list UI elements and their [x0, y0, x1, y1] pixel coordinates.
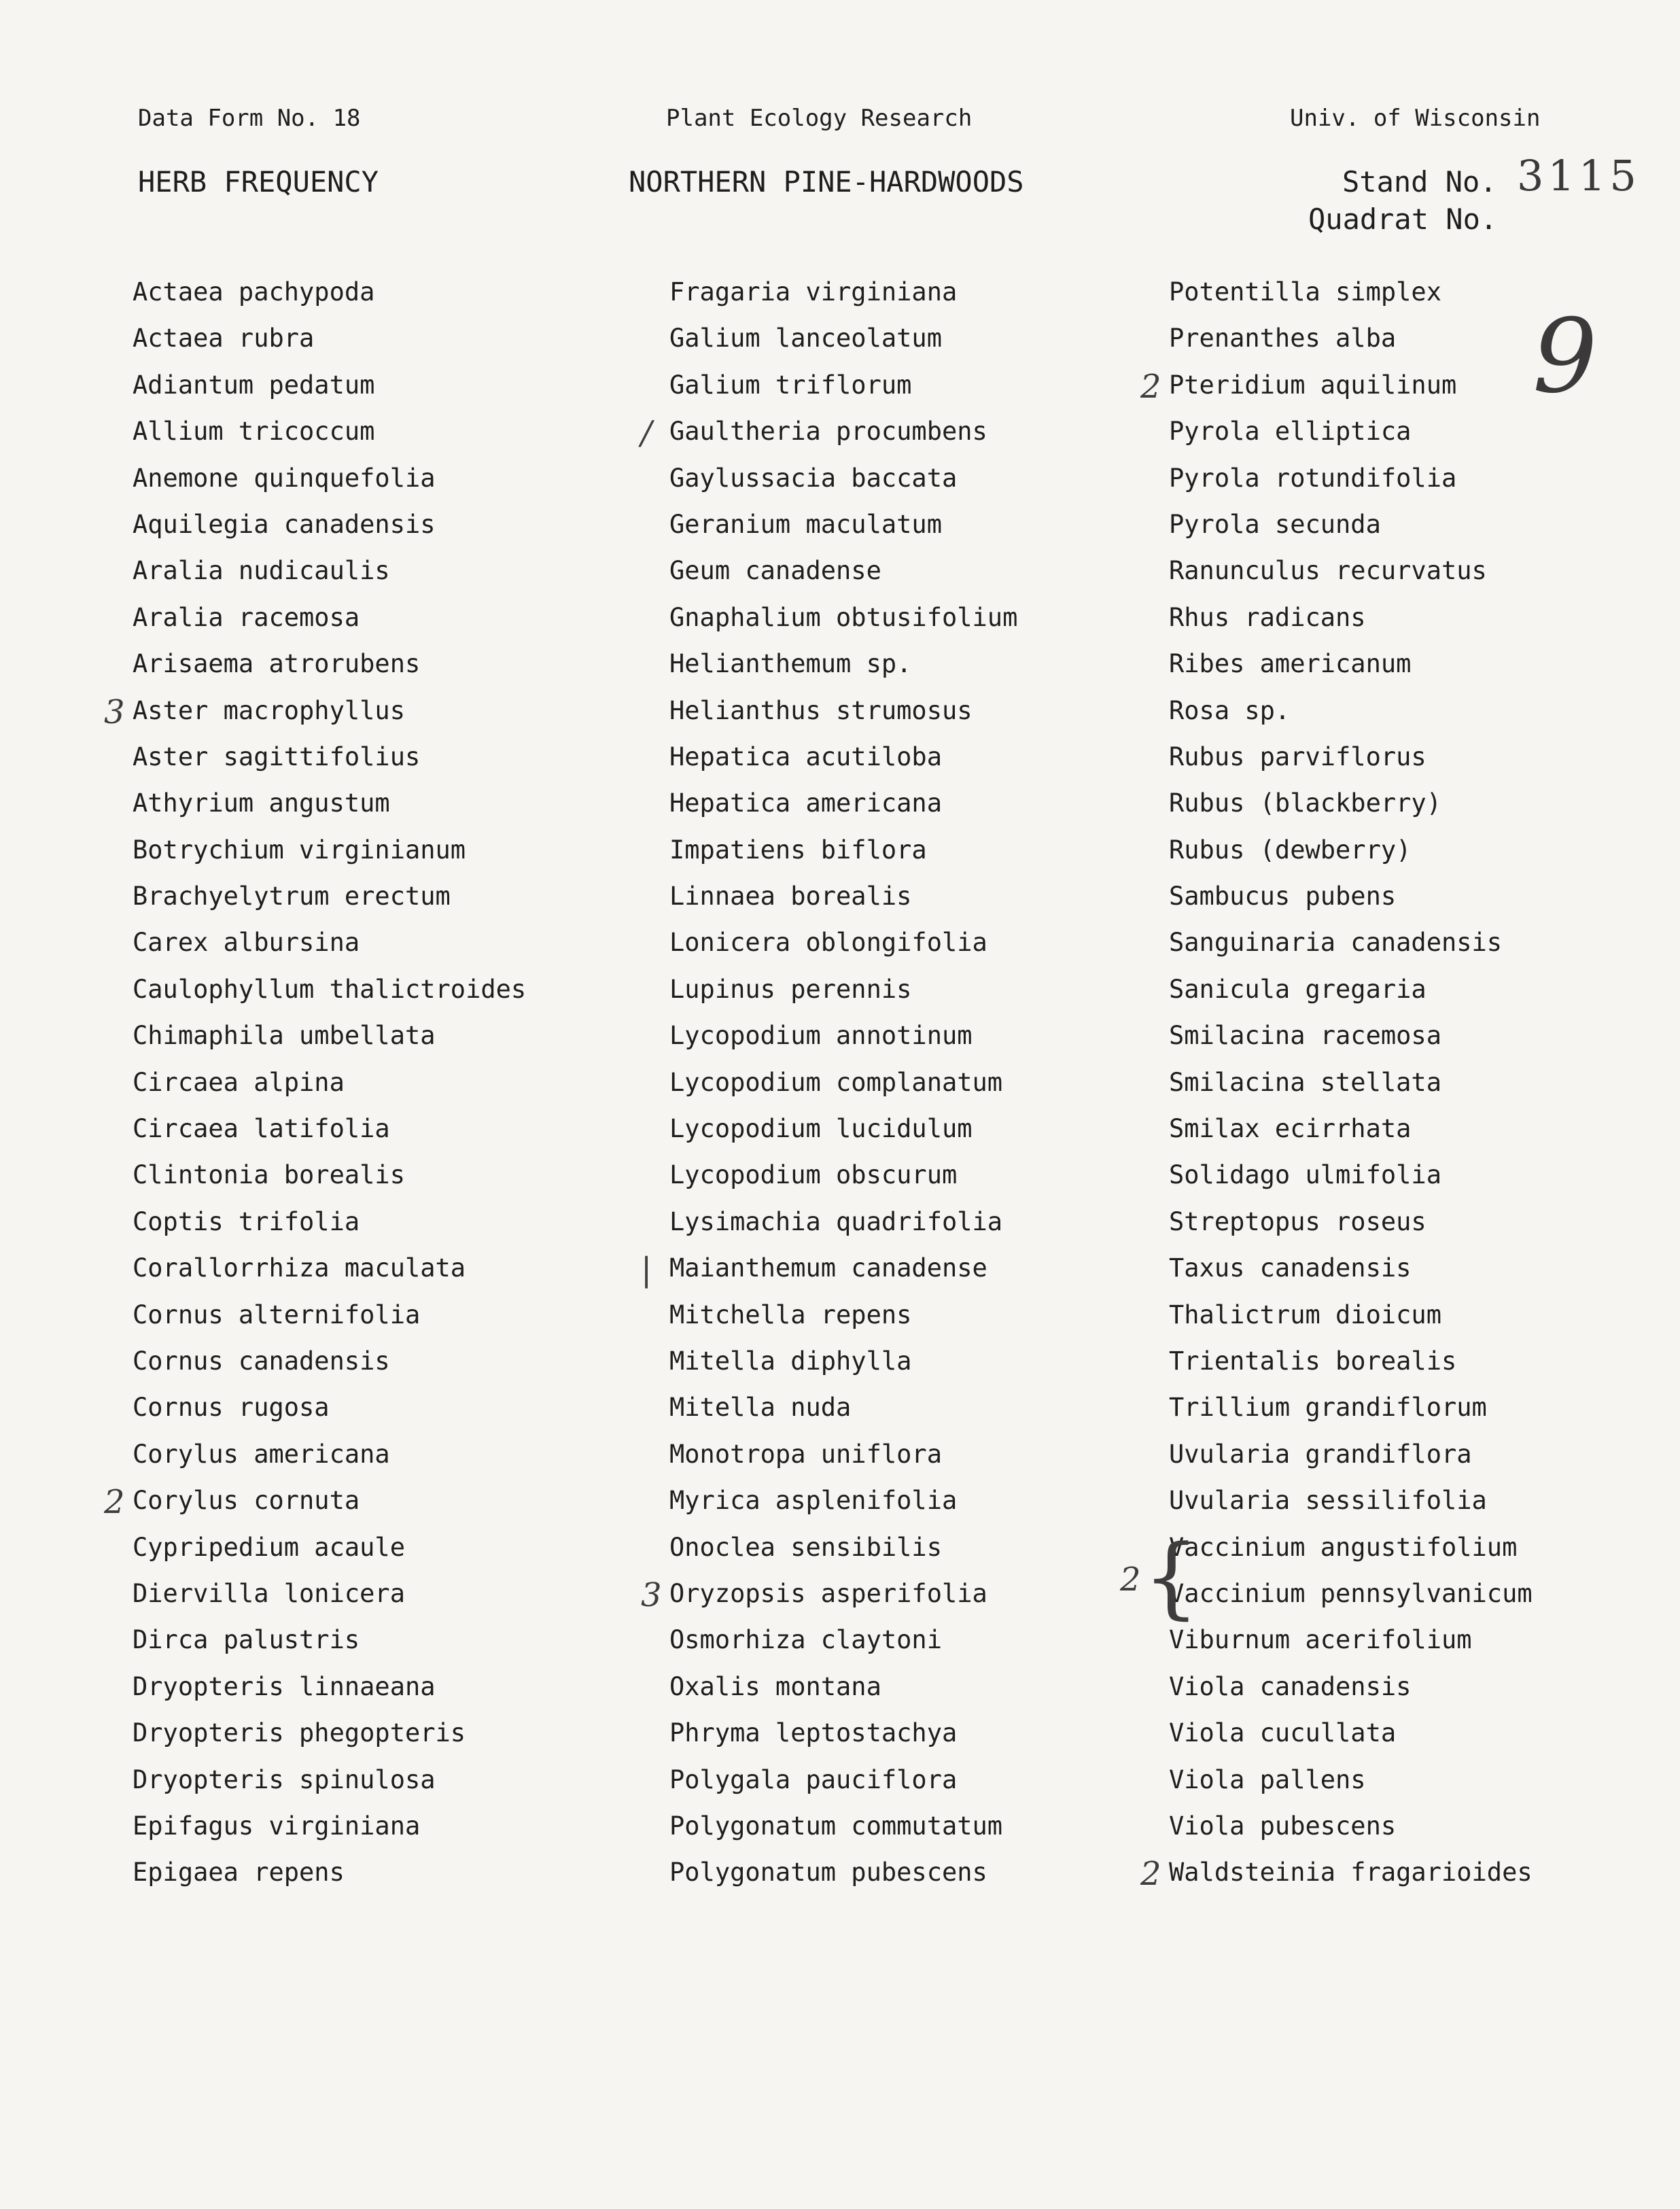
species-row — [1169, 827, 1533, 873]
species-row — [133, 315, 526, 362]
quadrat-number: 9 — [1533, 298, 1598, 416]
species-name: Galium lanceolatum — [669, 324, 942, 353]
species-row — [669, 502, 1017, 548]
species-row — [1169, 641, 1533, 687]
species-name: Pyrola elliptica — [1169, 417, 1412, 447]
tally-mark: / — [641, 414, 652, 453]
species-row — [1169, 873, 1533, 920]
species-name: Rubus parviflorus — [1169, 742, 1427, 771]
tally-mark: 2 — [104, 1483, 125, 1522]
species-row — [669, 641, 1017, 687]
species-row — [133, 1803, 526, 1849]
species-row — [133, 362, 526, 408]
species-row — [669, 1525, 1017, 1571]
species-name: Cornus alternifolia — [133, 1300, 421, 1329]
species-name: Viola canadensis — [1169, 1671, 1412, 1701]
species-row — [133, 1292, 526, 1338]
species-name: Maianthemum canadense — [669, 1253, 987, 1283]
species-row — [133, 408, 526, 455]
species-name: Hepatica americana — [669, 788, 942, 818]
species-name: Corylus cornuta — [133, 1486, 360, 1516]
species-row — [669, 780, 1017, 827]
species-row — [669, 362, 1017, 408]
tally-mark: 2 — [1140, 1855, 1161, 1894]
species-name: Ranunculus recurvatus — [1169, 556, 1487, 586]
species-name: Actaea pachypoda — [133, 277, 375, 307]
species-row — [1140, 1849, 1533, 1896]
species-name: Lysimachia quadrifolia — [669, 1206, 1003, 1236]
species-name: Lycopodium lucidulum — [669, 1114, 973, 1144]
species-row — [1169, 967, 1533, 1013]
tally-mark: 3 — [641, 1576, 662, 1614]
species-name: Trientalis borealis — [1169, 1346, 1457, 1376]
species-row — [133, 1385, 526, 1431]
species-name: Carex albursina — [133, 928, 360, 958]
species-name: Allium tricoccum — [133, 417, 375, 447]
species-row — [133, 1199, 526, 1245]
species-name: Onoclea sensibilis — [669, 1532, 942, 1562]
species-row — [133, 780, 526, 827]
species-row — [1169, 1013, 1533, 1059]
species-name: Vaccinium angustifolium — [1169, 1532, 1518, 1562]
species-name: Sanicula gregaria — [1169, 974, 1427, 1004]
quadrat-label: Quadrat No. — [1308, 203, 1498, 236]
species-name: Cornus rugosa — [133, 1393, 330, 1423]
species-row — [669, 688, 1017, 734]
species-name: Waldsteinia fragarioides — [1169, 1858, 1533, 1888]
species-name: Thalictrum dioicum — [1169, 1300, 1441, 1329]
species-name: Helianthemum sp. — [669, 649, 912, 679]
species-row — [1169, 1106, 1533, 1152]
species-row — [1169, 595, 1533, 641]
species-name: Streptopus roseus — [1169, 1206, 1427, 1236]
species-row — [669, 920, 1017, 966]
species-name: Corylus americana — [133, 1439, 390, 1469]
species-row — [669, 1338, 1017, 1385]
species-row — [133, 920, 526, 966]
species-row — [669, 1617, 1017, 1663]
species-row — [133, 967, 526, 1013]
organization: Plant Ecology Research — [666, 105, 973, 132]
species-name: Oxalis montana — [669, 1671, 881, 1701]
species-row — [1169, 1757, 1533, 1803]
species-row — [133, 1849, 526, 1896]
species-row — [669, 595, 1017, 641]
species-row — [1169, 1803, 1533, 1849]
species-row — [1169, 269, 1533, 315]
species-name: Oryzopsis asperifolia — [669, 1578, 987, 1608]
species-row — [669, 1106, 1017, 1152]
species-name: Geranium maculatum — [669, 509, 942, 539]
species-row — [669, 873, 1017, 920]
species-row — [669, 734, 1017, 780]
species-name: Helianthus strumosus — [669, 695, 973, 725]
species-name: Dirca palustris — [133, 1625, 360, 1655]
species-row — [1169, 1617, 1533, 1663]
species-name: Lycopodium obscurum — [669, 1160, 958, 1190]
stand-label: Stand No. — [1342, 165, 1497, 198]
species-row — [1169, 1199, 1533, 1245]
species-name: Dryopteris phegopteris — [133, 1718, 466, 1748]
species-name: Adiantum pedatum — [133, 370, 375, 400]
species-row — [669, 1431, 1017, 1478]
species-name: Smilacina stellata — [1169, 1067, 1441, 1097]
species-row — [669, 548, 1017, 594]
species-name: Botrychium virginianum — [133, 835, 466, 865]
species-row — [133, 1245, 526, 1291]
species-name: Viola cucullata — [1169, 1718, 1397, 1748]
species-row — [1169, 1292, 1533, 1338]
species-name: Athyrium angustum — [133, 788, 390, 818]
species-row — [669, 1385, 1017, 1431]
species-name: Ribes americanum — [1169, 649, 1412, 679]
species-name: Phryma leptostachya — [669, 1718, 958, 1748]
species-row — [133, 873, 526, 920]
species-name: Vaccinium pennsylvanicum — [1169, 1578, 1533, 1608]
species-column-c — [1140, 269, 1533, 1896]
species-row — [1169, 548, 1533, 594]
species-row — [104, 688, 526, 734]
species-name: Viola pallens — [1169, 1764, 1366, 1794]
species-name: Galium triflorum — [669, 370, 912, 400]
species-row — [1169, 1385, 1533, 1431]
species-row — [1169, 1571, 1533, 1617]
vaccinium-brace: { — [1143, 1525, 1200, 1629]
species-name: Rhus radicans — [1169, 602, 1366, 632]
species-name: Taxus canadensis — [1169, 1253, 1412, 1283]
species-name: Uvularia sessilifolia — [1169, 1486, 1487, 1516]
species-row — [1140, 362, 1533, 408]
species-row — [133, 1431, 526, 1478]
species-row — [1169, 455, 1533, 502]
species-name: Actaea rubra — [133, 324, 315, 353]
species-row — [133, 1571, 526, 1617]
species-name: Aster macrophyllus — [133, 695, 405, 725]
species-row — [669, 1664, 1017, 1710]
species-row — [1169, 780, 1533, 827]
species-row — [133, 1757, 526, 1803]
species-name: Epifagus virginiana — [133, 1811, 421, 1841]
species-name: Brachyelytrum erectum — [133, 882, 451, 911]
species-row — [1169, 1710, 1533, 1756]
species-name: Gnaphalium obtusifolium — [669, 602, 1018, 632]
species-name: Impatiens biflora — [669, 835, 927, 865]
species-name: Pyrola rotundifolia — [1169, 463, 1457, 493]
species-row — [133, 1013, 526, 1059]
species-row — [133, 502, 526, 548]
species-name: Lupinus perennis — [669, 974, 912, 1004]
species-name: Sambucus pubens — [1169, 882, 1397, 911]
species-row — [669, 269, 1017, 315]
species-name: Rosa sp. — [1169, 695, 1291, 725]
species-name: Diervilla lonicera — [133, 1578, 405, 1608]
species-name: Solidago ulmifolia — [1169, 1160, 1441, 1190]
species-row — [669, 455, 1017, 502]
species-row — [669, 827, 1017, 873]
species-name: Prenanthes alba — [1169, 324, 1397, 353]
species-name: Gaylussacia baccata — [669, 463, 958, 493]
species-row — [133, 641, 526, 687]
species-name: Pteridium aquilinum — [1169, 370, 1457, 400]
species-name: Epigaea repens — [133, 1858, 345, 1888]
species-name: Mitella nuda — [669, 1393, 852, 1423]
species-name: Mitchella repens — [669, 1300, 912, 1329]
species-row — [1169, 734, 1533, 780]
species-row — [641, 1571, 1017, 1617]
tally-mark: 3 — [104, 693, 125, 731]
species-name: Dryopteris spinulosa — [133, 1764, 436, 1794]
species-name: Dryopteris linnaeana — [133, 1671, 436, 1701]
species-name: Coptis trifolia — [133, 1206, 360, 1236]
species-name: Monotropa uniflora — [669, 1439, 942, 1469]
community-title: NORTHERN PINE-HARDWOODS — [629, 165, 1024, 198]
species-row — [669, 1060, 1017, 1106]
species-row — [133, 1710, 526, 1756]
species-name: Osmorhiza claytoni — [669, 1625, 942, 1655]
species-name: Chimaphila umbellata — [133, 1021, 436, 1051]
species-row — [669, 1013, 1017, 1059]
species-name: Lycopodium annotinum — [669, 1021, 973, 1051]
species-row — [133, 1152, 526, 1198]
species-name: Trillium grandiflorum — [1169, 1393, 1487, 1423]
species-name: Anemone quinquefolia — [133, 463, 436, 493]
species-name: Rubus (dewberry) — [1169, 835, 1412, 865]
species-row — [1169, 1664, 1533, 1710]
tally-mark: | — [641, 1251, 652, 1289]
species-name: Viola pubescens — [1169, 1811, 1397, 1841]
species-name: Gaultheria procumbens — [669, 417, 987, 447]
species-name: Smilacina racemosa — [1169, 1021, 1441, 1051]
species-row — [133, 1060, 526, 1106]
species-row — [1169, 920, 1533, 966]
species-row — [669, 1710, 1017, 1756]
species-row — [133, 1106, 526, 1152]
species-row — [669, 315, 1017, 362]
species-row — [1169, 1431, 1533, 1478]
species-name: Cornus canadensis — [133, 1346, 390, 1376]
species-name: Corallorrhiza maculata — [133, 1253, 466, 1283]
species-row — [669, 1849, 1017, 1896]
species-name: Aster sagittifolius — [133, 742, 421, 771]
species-row — [133, 1617, 526, 1663]
species-row — [1169, 688, 1533, 734]
form-type-title: HERB FREQUENCY — [138, 165, 379, 198]
species-row — [133, 734, 526, 780]
species-row — [1169, 1152, 1533, 1198]
species-name: Pyrola secunda — [1169, 509, 1381, 539]
species-row — [133, 269, 526, 315]
species-row — [641, 1245, 1017, 1291]
species-row — [1169, 1338, 1533, 1385]
species-row — [669, 1478, 1017, 1524]
species-row — [133, 1338, 526, 1385]
species-name: Aquilegia canadensis — [133, 509, 436, 539]
species-name: Uvularia grandiflora — [1169, 1439, 1472, 1469]
species-column-a — [104, 269, 527, 1896]
species-row — [133, 548, 526, 594]
species-name: Caulophyllum thalictroides — [133, 974, 527, 1004]
species-name: Circaea alpina — [133, 1067, 345, 1097]
species-name: Aralia racemosa — [133, 602, 360, 632]
species-name: Cypripedium acaule — [133, 1532, 405, 1562]
species-row — [669, 1803, 1017, 1849]
species-name: Sanguinaria canadensis — [1169, 928, 1503, 958]
species-column-b — [641, 269, 1018, 1896]
species-row — [133, 455, 526, 502]
tally-mark: 2 — [1140, 367, 1161, 406]
species-name: Polygala pauciflora — [669, 1764, 958, 1794]
species-row — [669, 1292, 1017, 1338]
species-row — [1169, 408, 1533, 455]
species-row — [133, 595, 526, 641]
species-row — [1169, 1478, 1533, 1524]
species-name: Arisaema atrorubens — [133, 649, 421, 679]
species-name: Circaea latifolia — [133, 1114, 390, 1144]
species-row — [1169, 1245, 1533, 1291]
stand-number: 3115 — [1517, 151, 1641, 201]
species-name: Hepatica acutiloba — [669, 742, 942, 771]
species-name: Linnaea borealis — [669, 882, 912, 911]
species-row — [669, 967, 1017, 1013]
species-row — [133, 827, 526, 873]
species-name: Polygonatum commutatum — [669, 1811, 1003, 1841]
species-row — [669, 1757, 1017, 1803]
species-name: Myrica asplenifolia — [669, 1486, 958, 1516]
species-name: Aralia nudicaulis — [133, 556, 390, 586]
species-row — [133, 1664, 526, 1710]
species-name: Mitella diphylla — [669, 1346, 912, 1376]
species-row — [1169, 502, 1533, 548]
species-name: Lonicera oblongifolia — [669, 928, 987, 958]
university: Univ. of Wisconsin — [1290, 105, 1541, 132]
species-name: Lycopodium complanatum — [669, 1067, 1003, 1097]
species-row — [1169, 315, 1533, 362]
species-name: Smilax ecirrhata — [1169, 1114, 1412, 1144]
species-name: Polygonatum pubescens — [669, 1858, 987, 1888]
species-name: Clintonia borealis — [133, 1160, 405, 1190]
species-name: Fragaria virginiana — [669, 277, 958, 307]
species-row — [669, 1199, 1017, 1245]
species-row — [1169, 1060, 1533, 1106]
species-row — [641, 408, 1017, 455]
species-name: Viburnum acerifolium — [1169, 1625, 1472, 1655]
species-name: Rubus (blackberry) — [1169, 788, 1441, 818]
vaccinium-group-tally: 2 — [1120, 1561, 1141, 1599]
species-row — [133, 1525, 526, 1571]
species-name: Potentilla simplex — [1169, 277, 1441, 307]
species-row — [104, 1478, 526, 1524]
species-row — [1169, 1525, 1533, 1571]
form-number: Data Form No. 18 — [138, 105, 361, 132]
species-row — [669, 1152, 1017, 1198]
species-name: Geum canadense — [669, 556, 881, 586]
